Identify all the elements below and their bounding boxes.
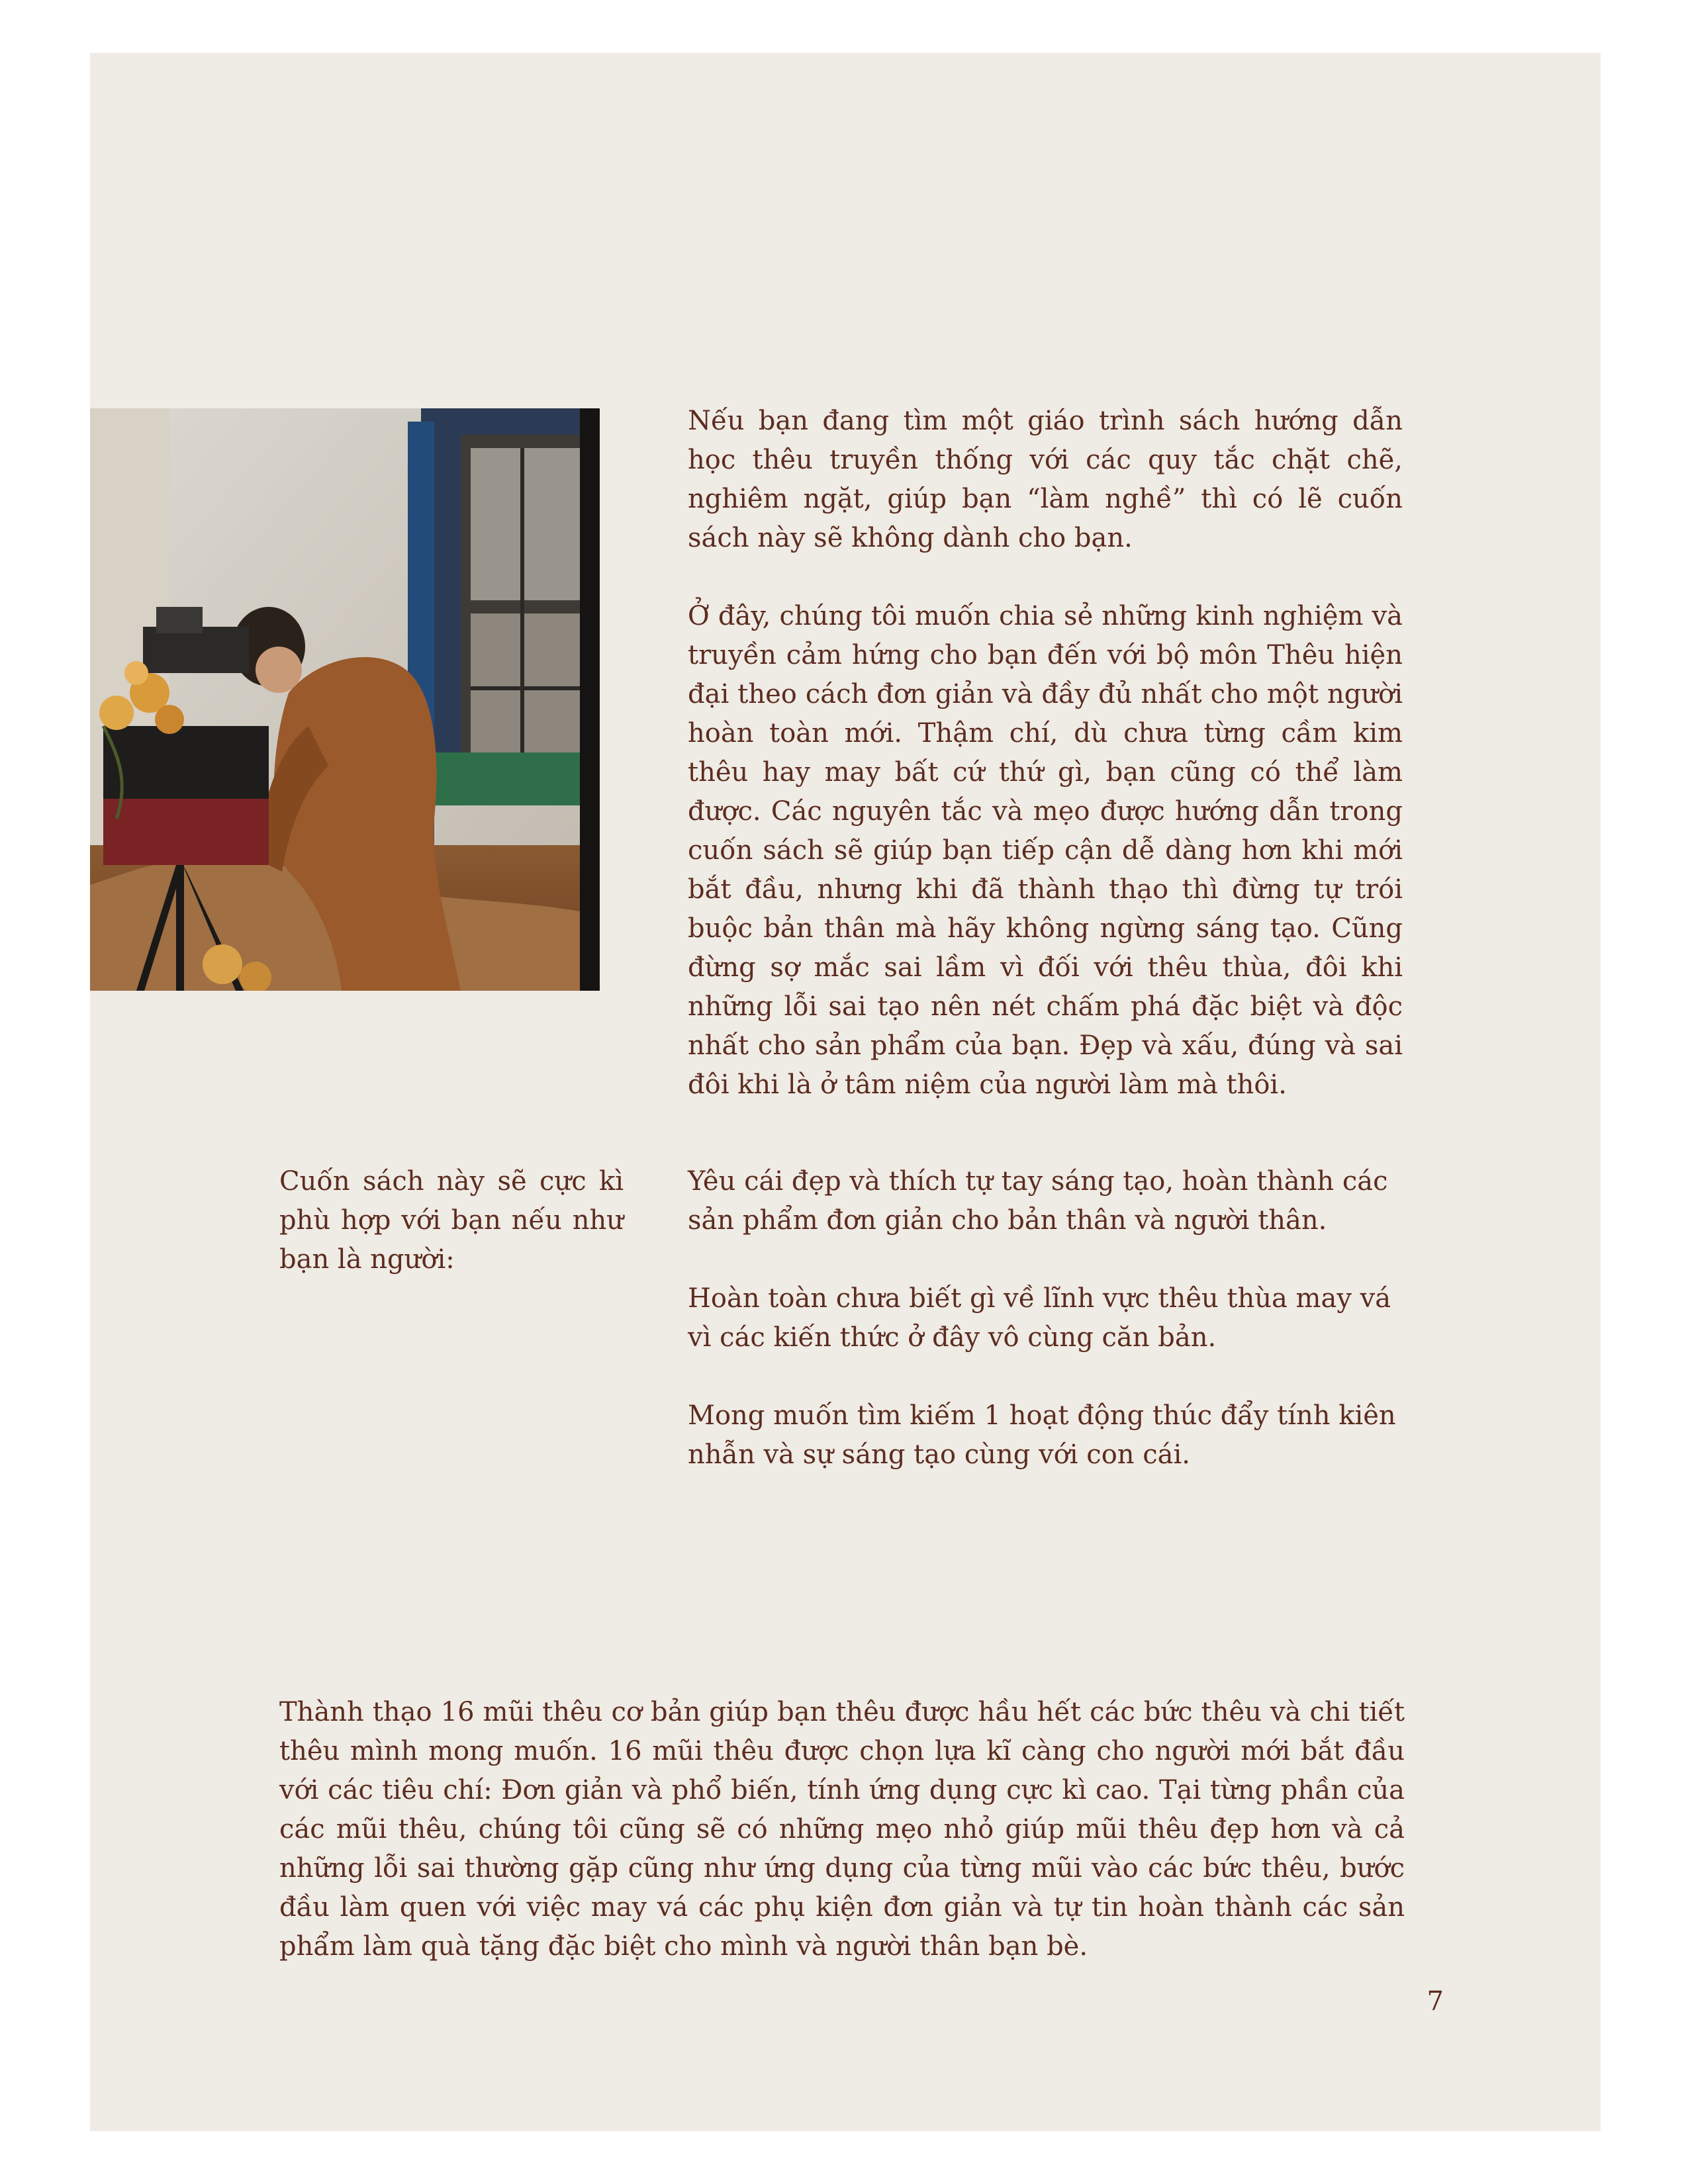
intro-text (688, 402, 1403, 1105)
page-number: 7 (1427, 1986, 1444, 2017)
photographer-at-work-photo (90, 408, 600, 991)
side-note-text: Cuốn sách này sẽ cực kì phù hợp với bạn nếu như bạn là người: (279, 1166, 624, 1275)
audience-item: Yêu cái đẹp và thích tự tay sáng tạo, hoàn thành các sản phẩm đơn giản cho bản thân và người thân. (688, 1166, 1388, 1236)
audience-list (688, 1162, 1403, 1475)
intro-paragraph: Nếu bạn đang tìm một giáo trình sách hướng dẫn học thêu truyền thống với các quy tắc chặt chẽ, nghiêm ngặt, giúp bạn “làm nghề” thì có lẽ cuốn sách này sẽ không dành cho bạn. (688, 406, 1403, 553)
audience-item: Hoàn toàn chưa biết gì về lĩnh vực thêu thùa may vá vì các kiến thức ở đây vô cùng căn bản. (688, 1283, 1391, 1353)
summary-paragraph: Thành thạo 16 mũi thêu cơ bản giúp bạn thêu được hầu hết các bức thêu và chi tiết thêu mình mong muốn. 16 mũi thêu được chọn lựa kĩ càng cho người mới bắt đầu với các tiêu chí: Đơn giản và phổ biến, tính ứng dụng cực kì cao. Tại từng phần của các mũi thêu, chúng tôi cũng sẽ có những mẹo nhỏ giúp mũi thêu đẹp hơn và cả những lỗi sai thường gặp cũng như ứng dụng của từng mũi vào các bức thêu, bước đầu làm quen với việc may vá các phụ kiện đơn giản và tự tin hoàn thành các sản phẩm làm quà tặng đặc biệt cho mình và người thân bạn bè. (279, 1697, 1405, 1962)
side-note (279, 1162, 624, 1279)
audience-item: Mong muốn tìm kiếm 1 hoạt động thúc đẩy tính kiên nhẫn và sự sáng tạo cùng với con cái. (688, 1400, 1396, 1470)
book-page (90, 53, 1601, 2131)
summary-text (279, 1693, 1405, 1966)
intro-paragraph: Ở đây, chúng tôi muốn chia sẻ những kinh nghiệm và truyền cảm hứng cho bạn đến với bộ môn Thêu hiện đại theo cách đơn giản và đầy đủ nhất cho một người hoàn toàn mới. Thậm chí, dù chưa từng cầm kim thêu hay may bất cứ thứ gì, bạn cũng có thể làm được. Các nguyên tắc và mẹo được hướng dẫn trong cuốn sách sẽ giúp bạn tiếp cận dễ dàng hơn khi mới bắt đầu, nhưng khi đã thành thạo thì đừng tự trói buộc bản thân mà hãy không ngừng sáng tạo. Cũng đừng sợ mắc sai lầm vì đối với thêu thùa, đôi khi những lỗi sai tạo nên nét chấm phá đặc biệt và độc nhất cho sản phẩm của bạn. Đẹp và xấu, đúng và sai đôi khi là ở tâm niệm của người làm mà thôi. (688, 601, 1403, 1100)
